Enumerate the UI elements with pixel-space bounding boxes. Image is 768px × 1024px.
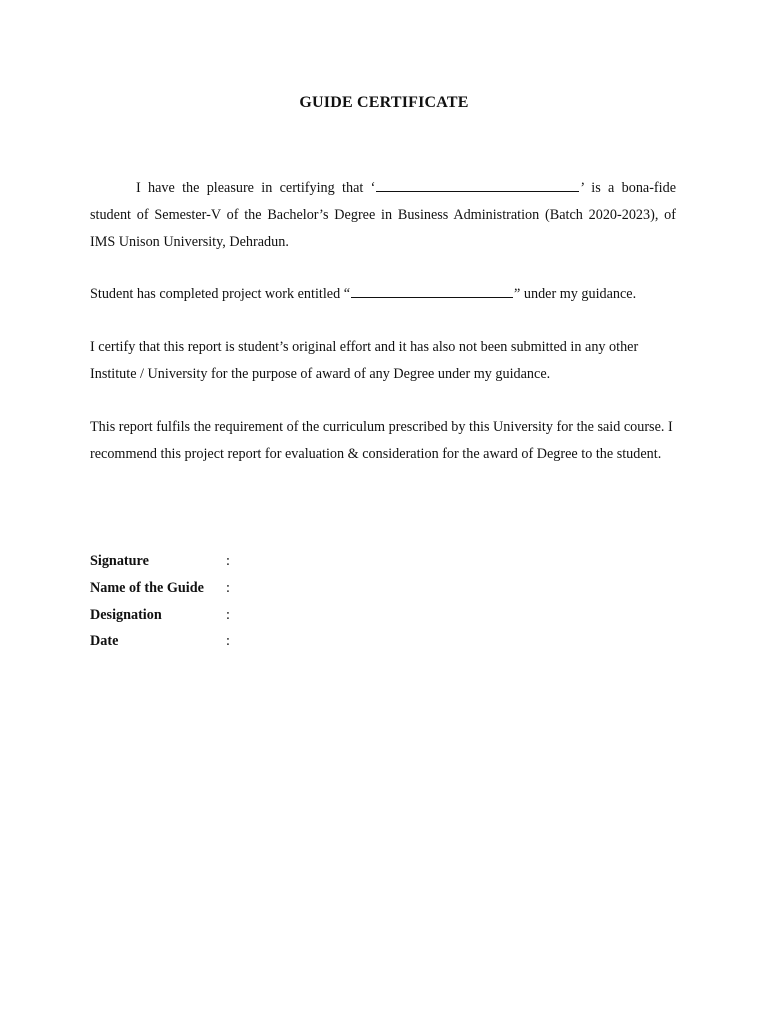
- certification-text-end: ’ is a bona-fide student of Semester-V of the Bachelor’s Degree in Business Administration (Batch 2020-2023), of IMS Unison University, Dehradun.: [90, 180, 676, 250]
- designation-label: Designation: [90, 607, 162, 623]
- originality-paragraph: I certify that this report is student’s original effort and it has also not been submitted in any other Institute / University for the purpose of award of any Degree under my guidance.: [90, 339, 639, 382]
- page-title: GUIDE CERTIFICATE: [299, 94, 469, 111]
- signature-label: Signature: [90, 553, 149, 569]
- project-title-blank: [351, 282, 513, 298]
- designation-colon: :: [226, 607, 230, 623]
- student-name-blank: [376, 176, 579, 192]
- guide-name-label: Name of the Guide: [90, 580, 204, 596]
- signature-colon: :: [226, 553, 230, 569]
- guide-name-colon: :: [226, 580, 230, 596]
- project-text-start: Student has completed project work entitled “: [90, 286, 351, 302]
- project-text-end: ” under my guidance.: [514, 286, 637, 302]
- certification-paragraph: [90, 175, 676, 256]
- date-label: Date: [90, 633, 119, 649]
- date-colon: :: [226, 633, 230, 649]
- recommendation-paragraph: This report fulfils the requirement of the curriculum prescribed by this University for the said course. I recommend this project report for evaluation & consideration for the award of Degree to the student.: [90, 419, 673, 462]
- certification-text-start: I have the pleasure in certifying that ‘: [136, 180, 376, 196]
- project-paragraph: [90, 281, 676, 308]
